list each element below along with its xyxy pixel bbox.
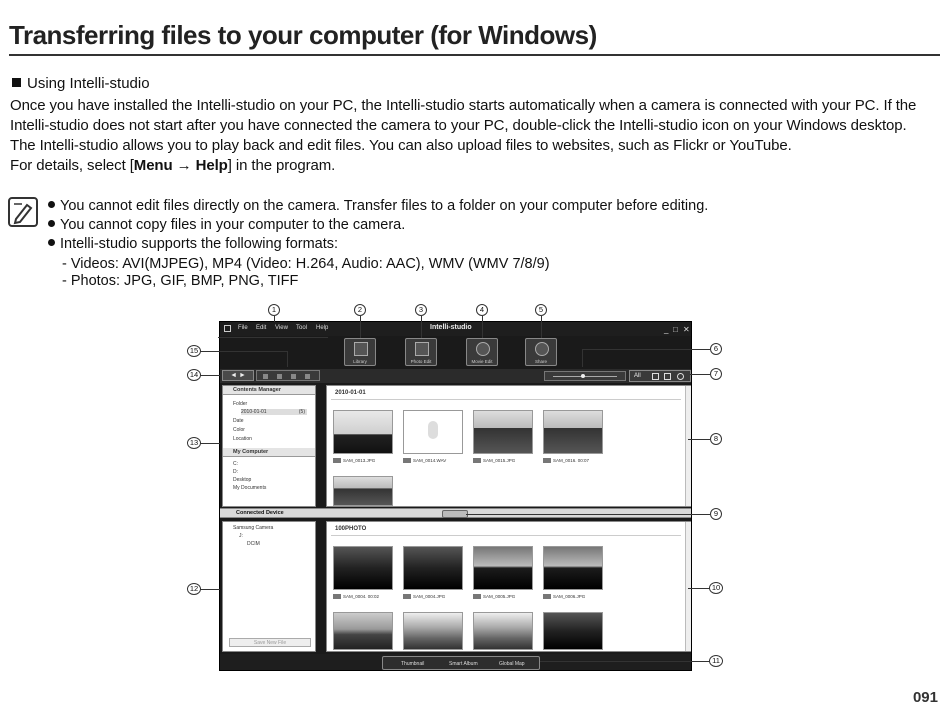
menu-edit[interactable]: Edit bbox=[256, 325, 267, 331]
note-bullet-1: You cannot edit files directly on the camera. Transfer files to a folder on your computer before editing. bbox=[48, 198, 708, 214]
app-icon bbox=[224, 325, 231, 332]
share-button[interactable]: Share bbox=[525, 338, 557, 366]
format-videos: - Videos: AVI(MJPEG), MP4 (Video: H.264, Audio: AAC), WMV (WMV 7/8/9) bbox=[62, 256, 550, 272]
callout-9: 9 bbox=[710, 508, 722, 520]
tree-desktop[interactable]: Desktop bbox=[233, 477, 252, 483]
thumbnail[interactable] bbox=[333, 476, 393, 506]
back-forward-buttons[interactable]: ◄ ► bbox=[222, 370, 254, 381]
save-new-file-button[interactable]: Save New File bbox=[229, 638, 311, 647]
tree-folder[interactable]: Folder bbox=[233, 401, 248, 407]
library-gallery bbox=[326, 385, 692, 507]
thumbnail-audio[interactable] bbox=[403, 410, 463, 454]
tree-samsung-camera[interactable]: Samsung Camera bbox=[233, 525, 274, 531]
thumbnail[interactable] bbox=[473, 612, 533, 650]
view-all-button[interactable]: All bbox=[634, 373, 641, 379]
page-number: 091 bbox=[912, 689, 938, 705]
tab-global-map[interactable]: Global Map bbox=[499, 661, 525, 667]
delete-icon[interactable] bbox=[291, 374, 296, 379]
tab-thumbnail[interactable]: Thumbnail bbox=[401, 661, 425, 667]
section-heading bbox=[12, 75, 150, 92]
library-button[interactable]: Library bbox=[344, 338, 376, 366]
tree-drive-c[interactable]: C: bbox=[233, 461, 238, 467]
connected-device-bar bbox=[220, 508, 692, 518]
globe-icon bbox=[535, 342, 549, 356]
tree-color[interactable]: Color bbox=[233, 427, 245, 433]
thumbnail-caption: SAM_0004.JPG bbox=[403, 594, 445, 599]
tree-my-documents[interactable]: My Documents bbox=[233, 485, 267, 491]
thumbnail-caption: SAM_0004. 00:02 bbox=[333, 594, 379, 599]
page-title: Transferring files to your computer (for Windows) bbox=[9, 20, 597, 50]
thumbnail[interactable] bbox=[403, 612, 463, 650]
grid-view-icon[interactable] bbox=[652, 373, 659, 380]
menu-help[interactable]: Help bbox=[316, 325, 329, 331]
device-tree-panel bbox=[222, 521, 316, 652]
details-menu-path: Menu → Help bbox=[133, 157, 228, 174]
menu-view[interactable]: View bbox=[275, 325, 288, 331]
view-tabs bbox=[382, 656, 540, 670]
tree-date[interactable]: Date bbox=[233, 418, 244, 424]
app-title: Intelli-studio bbox=[430, 324, 472, 331]
toolbar bbox=[220, 369, 692, 383]
my-computer-header: My Computer bbox=[223, 448, 315, 457]
file-icon[interactable] bbox=[263, 374, 268, 379]
thumbnail[interactable] bbox=[543, 612, 603, 650]
details-suffix: ] in the program. bbox=[227, 157, 336, 174]
callout-5: 5 bbox=[535, 304, 547, 316]
rotate-icon[interactable] bbox=[277, 374, 282, 379]
tree-date-folder[interactable]: 2010-01-01 (5) bbox=[241, 409, 305, 415]
pencil-note-icon bbox=[8, 197, 38, 227]
thumbnail[interactable] bbox=[333, 410, 393, 454]
minimize-icon[interactable]: _ bbox=[664, 325, 669, 334]
tab-smart-album[interactable]: Smart Album bbox=[449, 661, 478, 667]
details-prefix: For details, select [ bbox=[10, 157, 134, 174]
movie-edit-button[interactable]: Movie Edit bbox=[466, 338, 498, 366]
photo-edit-icon bbox=[415, 342, 429, 356]
menu-tool[interactable]: Tool bbox=[296, 325, 308, 331]
thumbnail[interactable] bbox=[473, 546, 533, 590]
tree-drive-d[interactable]: D: bbox=[233, 469, 238, 475]
view-tabs-bar bbox=[220, 654, 692, 671]
location-view-icon[interactable] bbox=[677, 373, 684, 380]
tree-dcim[interactable]: DCIM bbox=[247, 541, 260, 547]
note-bullet-3: Intelli-studio supports the following formats: bbox=[48, 236, 338, 252]
body-line-3: The Intelli-studio allows you to play back and edit files. You can also upload files to websites, such as Flickr or YouTube. bbox=[10, 137, 792, 154]
body-line-details bbox=[10, 157, 335, 174]
thumbnail-caption: SAM_0014.WAV bbox=[403, 458, 446, 463]
thumbnail[interactable] bbox=[333, 612, 393, 650]
photo-edit-button[interactable]: Photo Edit bbox=[405, 338, 437, 366]
thumbnail-caption: SAM_0006.JPG bbox=[543, 594, 585, 599]
scrollbar[interactable] bbox=[685, 522, 691, 651]
thumbnail-caption: SAM_0013.JPG bbox=[333, 458, 375, 463]
callout-7: 7 bbox=[710, 368, 722, 380]
thumbnail-caption: SAM_0005.JPG bbox=[473, 594, 515, 599]
section-heading-text: Using Intelli-studio bbox=[27, 75, 150, 92]
thumbnail-caption: SAM_0015.JPG bbox=[473, 458, 515, 463]
thumbnail[interactable] bbox=[403, 546, 463, 590]
callout-3: 3 bbox=[415, 304, 427, 316]
callout-4: 4 bbox=[476, 304, 488, 316]
thumbnail[interactable] bbox=[333, 546, 393, 590]
thumbnail[interactable] bbox=[473, 410, 533, 454]
close-icon[interactable]: ✕ bbox=[683, 325, 690, 334]
square-bullet-icon bbox=[12, 78, 21, 87]
scrollbar[interactable] bbox=[685, 386, 691, 506]
slider-knob[interactable] bbox=[581, 374, 585, 378]
body-line-2: Intelli-studio does not start after you have connected the camera to your PC, double-click the Intelli-studio icon on your Windows desktop. bbox=[10, 117, 907, 134]
person-view-icon[interactable] bbox=[664, 373, 671, 380]
person-icon[interactable] bbox=[305, 374, 310, 379]
tree-location[interactable]: Location bbox=[233, 436, 252, 442]
menu-bar bbox=[220, 322, 692, 336]
title-rule bbox=[9, 54, 940, 56]
callout-8: 8 bbox=[710, 433, 722, 445]
callout-13: 13 bbox=[187, 437, 201, 449]
body-line-1: Once you have installed the Intelli-studio on your PC, the Intelli-studio starts automatically when a camera is connected with your PC. If the bbox=[10, 97, 917, 114]
expand-panel-button[interactable] bbox=[442, 510, 468, 518]
thumbnail-size-slider[interactable] bbox=[544, 371, 626, 381]
callout-2: 2 bbox=[354, 304, 366, 316]
note-bullet-2: You cannot copy files in your computer to the camera. bbox=[48, 217, 405, 233]
callout-15: 15 bbox=[187, 345, 201, 357]
contents-manager-header: Contents Manager bbox=[223, 386, 315, 395]
film-reel-icon bbox=[476, 342, 490, 356]
maximize-icon[interactable]: □ bbox=[673, 325, 678, 334]
library-icon bbox=[354, 342, 368, 356]
callout-11: 11 bbox=[709, 655, 723, 667]
callout-1: 1 bbox=[268, 304, 280, 316]
thumbnail-caption: SAM_0016. 00:07 bbox=[543, 458, 589, 463]
format-photos: - Photos: JPG, GIF, BMP, PNG, TIFF bbox=[62, 273, 299, 289]
callout-10: 10 bbox=[709, 582, 723, 594]
gallery-folder-title: 2010-01-01 bbox=[335, 390, 366, 396]
thumbnail[interactable] bbox=[543, 410, 603, 454]
device-gallery bbox=[326, 521, 692, 652]
intelli-studio-screenshot bbox=[219, 321, 692, 671]
file-action-icons[interactable] bbox=[256, 370, 320, 381]
bullet-dot-icon bbox=[48, 201, 55, 208]
menu-file[interactable]: File bbox=[238, 325, 248, 331]
gallery-folder-title: 100PHOTO bbox=[335, 526, 367, 532]
callout-6: 6 bbox=[710, 343, 722, 355]
callout-14: 14 bbox=[187, 369, 201, 381]
callout-12: 12 bbox=[187, 583, 201, 595]
bullet-dot-icon bbox=[48, 220, 55, 227]
connected-device-label: Connected Device bbox=[236, 510, 284, 516]
tree-drive-j[interactable]: J: bbox=[239, 533, 243, 539]
thumbnail[interactable] bbox=[543, 546, 603, 590]
view-mode-buttons[interactable] bbox=[629, 370, 691, 382]
bullet-dot-icon bbox=[48, 239, 55, 246]
contents-manager-panel bbox=[222, 385, 316, 507]
